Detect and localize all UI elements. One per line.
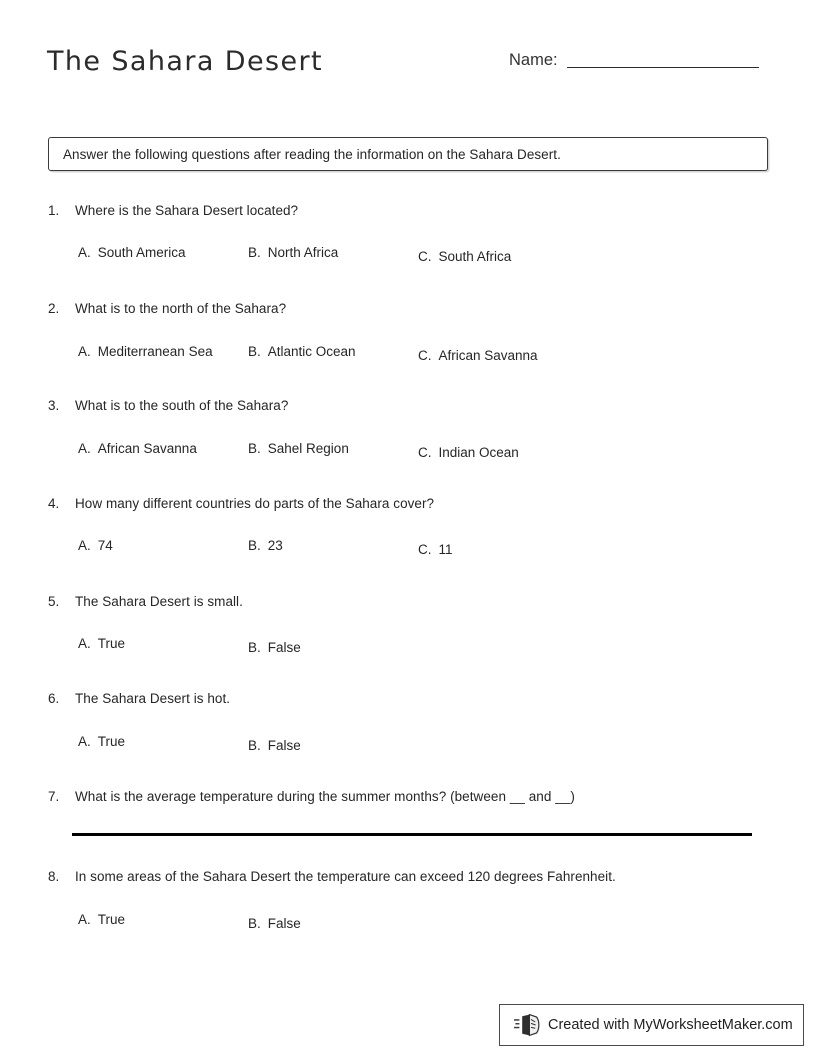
option-choice[interactable]: [418, 445, 519, 460]
question-number: 3.: [48, 398, 60, 413]
option-choice[interactable]: [78, 538, 113, 553]
page-title: The Sahara Desert: [47, 46, 323, 77]
option-letter: B.: [248, 640, 261, 655]
option-label: 11: [438, 542, 453, 557]
option-label: African Savanna: [97, 441, 197, 456]
question-prompt: [48, 869, 788, 884]
option-label: 74: [97, 538, 113, 553]
option-choice[interactable]: [248, 916, 301, 931]
option-choice[interactable]: [78, 912, 125, 927]
option-letter: A.: [78, 245, 91, 260]
option-letter: B.: [248, 344, 261, 359]
options-row: [0, 912, 816, 938]
option-letter: B.: [248, 441, 261, 456]
option-label: Sahel Region: [267, 441, 349, 456]
options-row: [0, 344, 816, 370]
footer-badge[interactable]: [499, 1004, 804, 1046]
option-label: True: [97, 636, 126, 651]
option-letter: A.: [78, 538, 91, 553]
option-choice[interactable]: [248, 245, 338, 260]
option-choice[interactable]: [78, 344, 213, 359]
option-choice[interactable]: [78, 245, 186, 260]
instruction-text: Answer the following questions after reading the information on the Sahara Desert.: [63, 146, 561, 162]
question-text: How many different countries do parts of the Sahara cover?: [75, 496, 435, 511]
worksheet-maker-logo-icon: [514, 1014, 540, 1036]
question-number: 1.: [48, 203, 60, 218]
option-label: False: [267, 916, 301, 931]
option-letter: C.: [418, 348, 432, 363]
option-choice[interactable]: [78, 636, 125, 651]
option-letter: A.: [78, 636, 91, 651]
footer-text: Created with MyWorksheetMaker.com: [548, 1017, 793, 1033]
question-text: In some areas of the Sahara Desert the temperature can exceed 120 degrees Fahrenheit.: [75, 869, 616, 884]
answer-line[interactable]: [72, 833, 752, 836]
option-letter: A.: [78, 344, 91, 359]
name-input-line[interactable]: [567, 67, 759, 68]
question-number: 6.: [48, 691, 60, 706]
question-prompt: [48, 594, 788, 609]
option-choice[interactable]: [248, 738, 301, 753]
options-row: [0, 245, 816, 271]
option-label: South America: [97, 245, 186, 260]
name-label: Name:: [509, 51, 558, 69]
option-label: Indian Ocean: [438, 445, 519, 460]
option-choice[interactable]: [248, 538, 283, 553]
question-text: What is the average temperature during the summer months? (between __ and __): [75, 789, 575, 804]
option-letter: B.: [248, 245, 261, 260]
options-row: [0, 441, 816, 467]
question-prompt: [48, 398, 788, 413]
option-letter: A.: [78, 734, 91, 749]
question-text: The Sahara Desert is hot.: [75, 691, 231, 706]
options-row: [0, 734, 816, 760]
option-letter: A.: [78, 441, 91, 456]
option-choice[interactable]: [78, 441, 197, 456]
option-label: African Savanna: [438, 348, 538, 363]
option-choice[interactable]: [418, 542, 453, 557]
option-letter: B.: [248, 738, 261, 753]
option-label: 23: [267, 538, 283, 553]
question-prompt: [48, 789, 788, 804]
option-label: South Africa: [438, 249, 512, 264]
question-number: 8.: [48, 869, 60, 884]
option-choice[interactable]: [248, 441, 349, 456]
name-field-group: [509, 52, 759, 71]
question-prompt: [48, 203, 788, 218]
question-text: Where is the Sahara Desert located?: [75, 203, 299, 218]
options-row: [0, 538, 816, 564]
options-row: [0, 636, 816, 662]
option-letter: C.: [418, 445, 432, 460]
question-number: 7.: [48, 789, 60, 804]
option-letter: C.: [418, 249, 432, 264]
option-letter: A.: [78, 912, 91, 927]
instruction-box: [48, 137, 768, 171]
option-label: North Africa: [267, 245, 339, 260]
question-prompt: [48, 496, 788, 511]
option-letter: B.: [248, 538, 261, 553]
question-number: 4.: [48, 496, 60, 511]
question-text: What is to the north of the Sahara?: [75, 301, 287, 316]
option-choice[interactable]: [248, 344, 356, 359]
option-letter: C.: [418, 542, 432, 557]
option-label: False: [267, 738, 301, 753]
question-prompt: [48, 691, 788, 706]
question-text: The Sahara Desert is small.: [75, 594, 243, 609]
question-prompt: [48, 301, 788, 316]
option-choice[interactable]: [418, 348, 538, 363]
option-label: Atlantic Ocean: [267, 344, 356, 359]
question-number: 2.: [48, 301, 60, 316]
option-label: True: [97, 912, 126, 927]
option-choice[interactable]: [418, 249, 511, 264]
option-label: True: [97, 734, 126, 749]
option-label: False: [267, 640, 301, 655]
question-number: 5.: [48, 594, 60, 609]
option-choice[interactable]: [248, 640, 301, 655]
option-letter: B.: [248, 916, 261, 931]
option-label: Mediterranean Sea: [97, 344, 213, 359]
option-choice[interactable]: [78, 734, 125, 749]
question-text: What is to the south of the Sahara?: [75, 398, 289, 413]
